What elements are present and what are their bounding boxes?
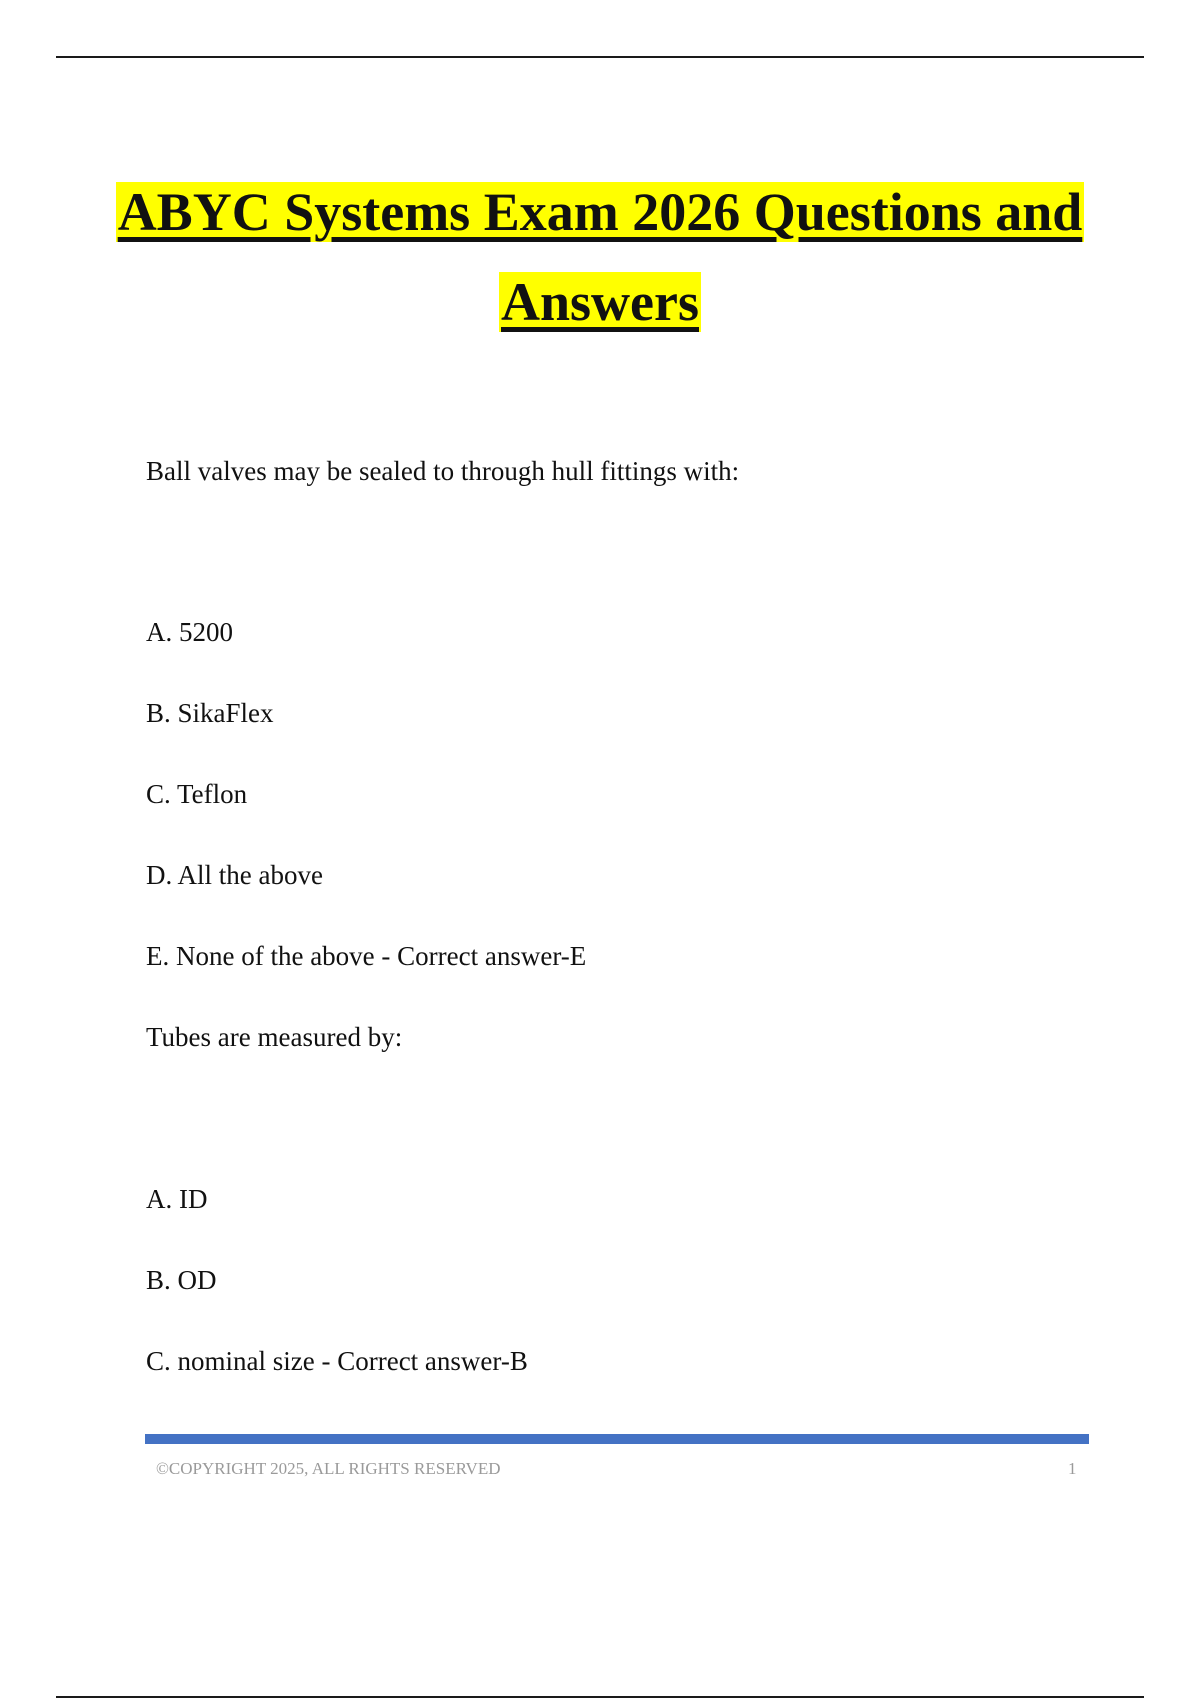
answer-option: C. nominal size - Correct answer-B: [146, 1346, 528, 1376]
answer-option: D. All the above: [146, 860, 323, 890]
document-title-line-2: Answers: [501, 272, 699, 332]
page-number: 1: [1068, 1459, 1077, 1478]
answer-option: C. Teflon: [146, 779, 248, 809]
question-text: Tubes are measured by:: [146, 1022, 403, 1052]
answer-option: B. SikaFlex: [146, 698, 274, 728]
top-rule: [56, 56, 1144, 58]
answer-option: A. 5200: [146, 617, 233, 647]
answer-option: A. ID: [146, 1184, 208, 1214]
answer-option: E. None of the above - Correct answer-E: [146, 941, 587, 971]
answer-option: B. OD: [146, 1265, 217, 1295]
question-text: Ball valves may be sealed to through hull fittings with:: [146, 456, 740, 486]
footer-copyright: ©COPYRIGHT 2025, ALL RIGHTS RESERVED: [156, 1459, 501, 1478]
footer-divider: [145, 1434, 1089, 1444]
document-title-line-1: ABYC Systems Exam 2026 Questions and: [117, 182, 1083, 242]
bottom-rule: [56, 1696, 1144, 1698]
